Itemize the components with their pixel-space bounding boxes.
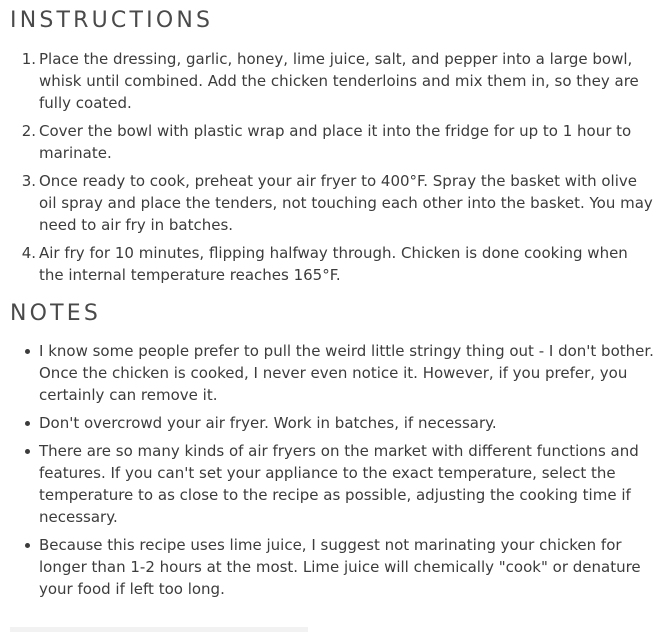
instruction-step bbox=[10, 170, 655, 236]
instructions-heading: INSTRUCTIONS bbox=[10, 8, 214, 33]
instruction-step bbox=[10, 242, 655, 286]
step-number: 4. bbox=[21, 244, 36, 262]
bullet-icon bbox=[25, 543, 30, 548]
note-text: I know some people prefer to pull the weird little stringy thing out - I don't bother. Once the chicken is cooked, I never even notice it. However, if you prefer, you certainly can remove it. bbox=[39, 342, 654, 404]
step-text: Place the dressing, garlic, honey, lime juice, salt, and pepper into a large bowl, whisk until combined. Add the chicken tenderloins and mix them in, so they are fully coated. bbox=[39, 50, 639, 112]
step-text: Air fry for 10 minutes, flipping halfway through. Chicken is done cooking when the internal temperature reaches 165°F. bbox=[39, 244, 628, 284]
note-text: Because this recipe uses lime juice, I suggest not marinating your chicken for longer than 1-2 hours at the most. Lime juice will chemically "cook" or denature your food if left too long. bbox=[39, 536, 641, 598]
bullet-icon bbox=[25, 349, 30, 354]
bullet-icon bbox=[25, 421, 30, 426]
instructions-list bbox=[10, 48, 655, 286]
notes-list bbox=[10, 340, 655, 600]
step-number: 3. bbox=[21, 172, 36, 190]
note-item bbox=[10, 440, 655, 528]
note-item bbox=[10, 534, 655, 600]
instruction-step bbox=[10, 48, 655, 114]
note-item bbox=[10, 340, 655, 406]
step-text: Once ready to cook, preheat your air fryer to 400°F. Spray the basket with olive oil spray and place the tenders, not touching each other into the basket. You may need to air fry in batches. bbox=[39, 172, 653, 234]
note-item bbox=[10, 412, 655, 434]
notes-heading: NOTES bbox=[10, 301, 102, 326]
note-text: There are so many kinds of air fryers on the market with different functions and features. If you can't set your appliance to the exact temperature, select the temperature to as close to the recipe as possible, adjusting the cooking time if necessary. bbox=[39, 442, 639, 526]
step-text: Cover the bowl with plastic wrap and place it into the fridge for up to 1 hour to marinate. bbox=[39, 122, 632, 162]
step-number: 2. bbox=[21, 122, 36, 140]
note-text: Don't overcrowd your air fryer. Work in batches, if necessary. bbox=[39, 414, 497, 432]
instruction-step bbox=[10, 120, 655, 164]
step-number: 1. bbox=[21, 50, 36, 68]
recipe-card bbox=[10, 0, 655, 606]
bullet-icon bbox=[25, 449, 30, 454]
bottom-divider bbox=[10, 627, 308, 632]
